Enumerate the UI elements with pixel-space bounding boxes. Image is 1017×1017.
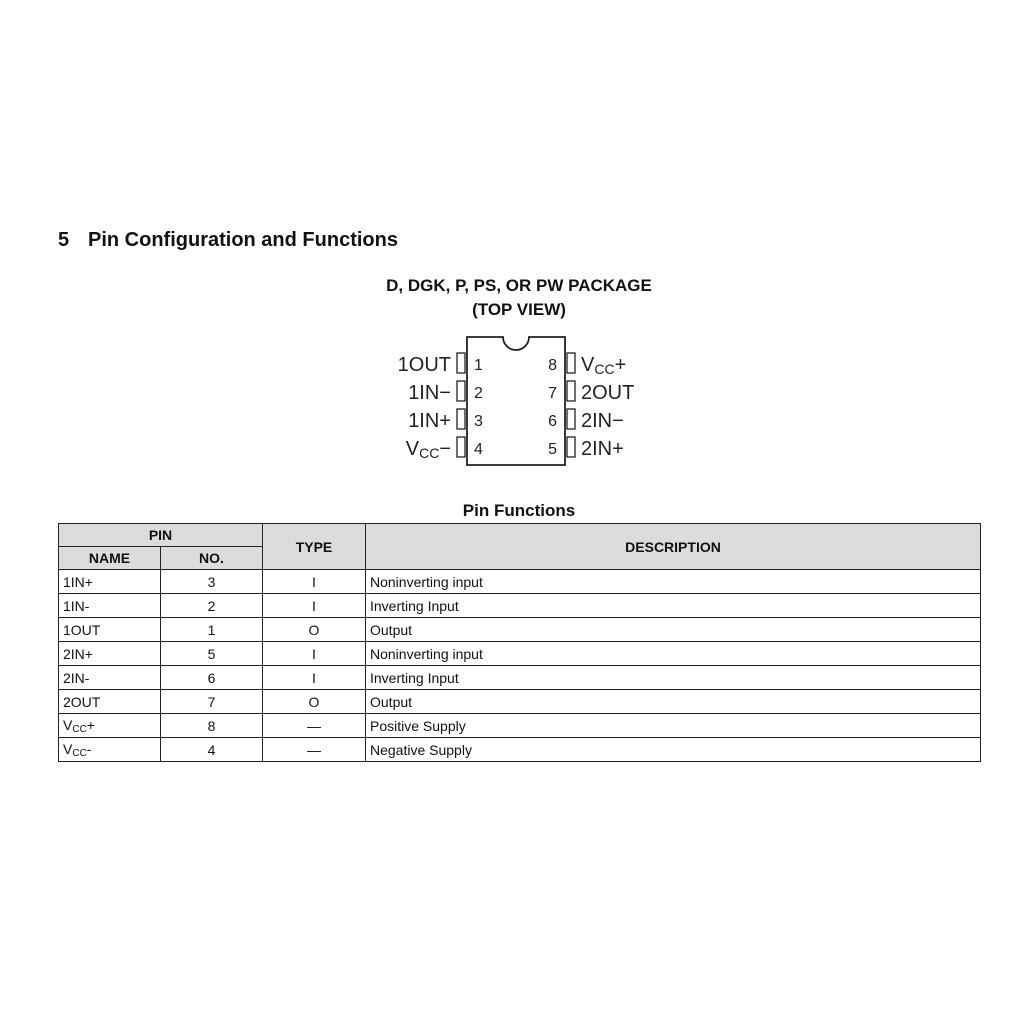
- cell-no: 1: [161, 618, 263, 642]
- cell-description: Output: [366, 690, 981, 714]
- cell-no: 2: [161, 594, 263, 618]
- package-title-line2: (TOP VIEW): [472, 300, 566, 319]
- cell-description: Output: [366, 618, 981, 642]
- header-description: DESCRIPTION: [366, 524, 981, 570]
- cell-name: 2IN+: [59, 642, 161, 666]
- cell-type: —: [263, 738, 366, 762]
- cell-name: $V_{CC}+$: [59, 714, 161, 738]
- package-title: [300, 274, 738, 322]
- pin-name-6: 2IN−: [581, 410, 624, 432]
- cell-name: 2IN-: [59, 666, 161, 690]
- table-row: [59, 618, 981, 642]
- pin-name-8: VCC+: [581, 354, 627, 377]
- cell-description: Noninverting input: [366, 642, 981, 666]
- package-title-line1: D, DGK, P, PS, OR PW PACKAGE: [386, 276, 652, 295]
- pin-stub-5: [567, 437, 575, 457]
- cell-type: O: [263, 618, 366, 642]
- cell-name: 2OUT: [59, 690, 161, 714]
- pin-diagram: [380, 330, 680, 475]
- table-row: [59, 594, 981, 618]
- cell-type: —: [263, 714, 366, 738]
- header-pin: PIN: [59, 524, 263, 547]
- cell-description: Noninverting input: [366, 570, 981, 594]
- header-no: NO.: [161, 547, 263, 570]
- cell-name: 1IN+: [59, 570, 161, 594]
- pin-number-3: 3: [474, 413, 483, 430]
- pin-number-5: 5: [548, 441, 557, 458]
- pin-stub-8: [567, 353, 575, 373]
- table-row: [59, 714, 981, 738]
- pin-number-8: 8: [548, 357, 557, 374]
- cell-type: I: [263, 570, 366, 594]
- pin-name-2: 1IN−: [408, 382, 451, 404]
- pin-number-7: 7: [548, 385, 557, 402]
- cell-description: Positive Supply: [366, 714, 981, 738]
- pin-functions-table: [58, 523, 981, 762]
- pin-number-6: 6: [548, 413, 557, 430]
- pin-number-2: 2: [474, 385, 483, 402]
- pin-stub-3: [457, 409, 465, 429]
- pin-stub-1: [457, 353, 465, 373]
- table-row: [59, 570, 981, 594]
- section-number: 5: [58, 229, 70, 251]
- cell-no: 4: [161, 738, 263, 762]
- table-row: [59, 738, 981, 762]
- cell-no: 6: [161, 666, 263, 690]
- pin-number-4: 4: [474, 441, 483, 458]
- pin-stub-6: [567, 409, 575, 429]
- table-row: [59, 642, 981, 666]
- pin-stub-7: [567, 381, 575, 401]
- table-caption: Pin Functions: [462, 501, 576, 520]
- pin-stub-4: [457, 437, 465, 457]
- cell-type: O: [263, 690, 366, 714]
- pin-number-1: 1: [474, 357, 483, 374]
- cell-name: $V_{CC}-$: [59, 738, 161, 762]
- cell-name: 1OUT: [59, 618, 161, 642]
- cell-no: 5: [161, 642, 263, 666]
- cell-no: 7: [161, 690, 263, 714]
- pin-name-7: 2OUT: [581, 382, 635, 404]
- cell-no: 3: [161, 570, 263, 594]
- table-row: [59, 690, 981, 714]
- pin-name-1: 1OUT: [397, 354, 451, 376]
- cell-type: I: [263, 666, 366, 690]
- header-name: NAME: [59, 547, 161, 570]
- section-title: Pin Configuration and Functions: [88, 229, 398, 251]
- cell-type: I: [263, 594, 366, 618]
- table-row: [59, 666, 981, 690]
- pin-name-4: VCC−: [405, 438, 451, 461]
- pin-name-5: 2IN+: [581, 438, 624, 460]
- cell-description: Negative Supply: [366, 738, 981, 762]
- cell-description: Inverting Input: [366, 594, 981, 618]
- cell-name: 1IN-: [59, 594, 161, 618]
- cell-type: I: [263, 642, 366, 666]
- pin-stub-2: [457, 381, 465, 401]
- header-type: TYPE: [263, 524, 366, 570]
- cell-description: Inverting Input: [366, 666, 981, 690]
- section-heading: [58, 229, 398, 252]
- cell-no: 8: [161, 714, 263, 738]
- pin-name-3: 1IN+: [408, 410, 451, 432]
